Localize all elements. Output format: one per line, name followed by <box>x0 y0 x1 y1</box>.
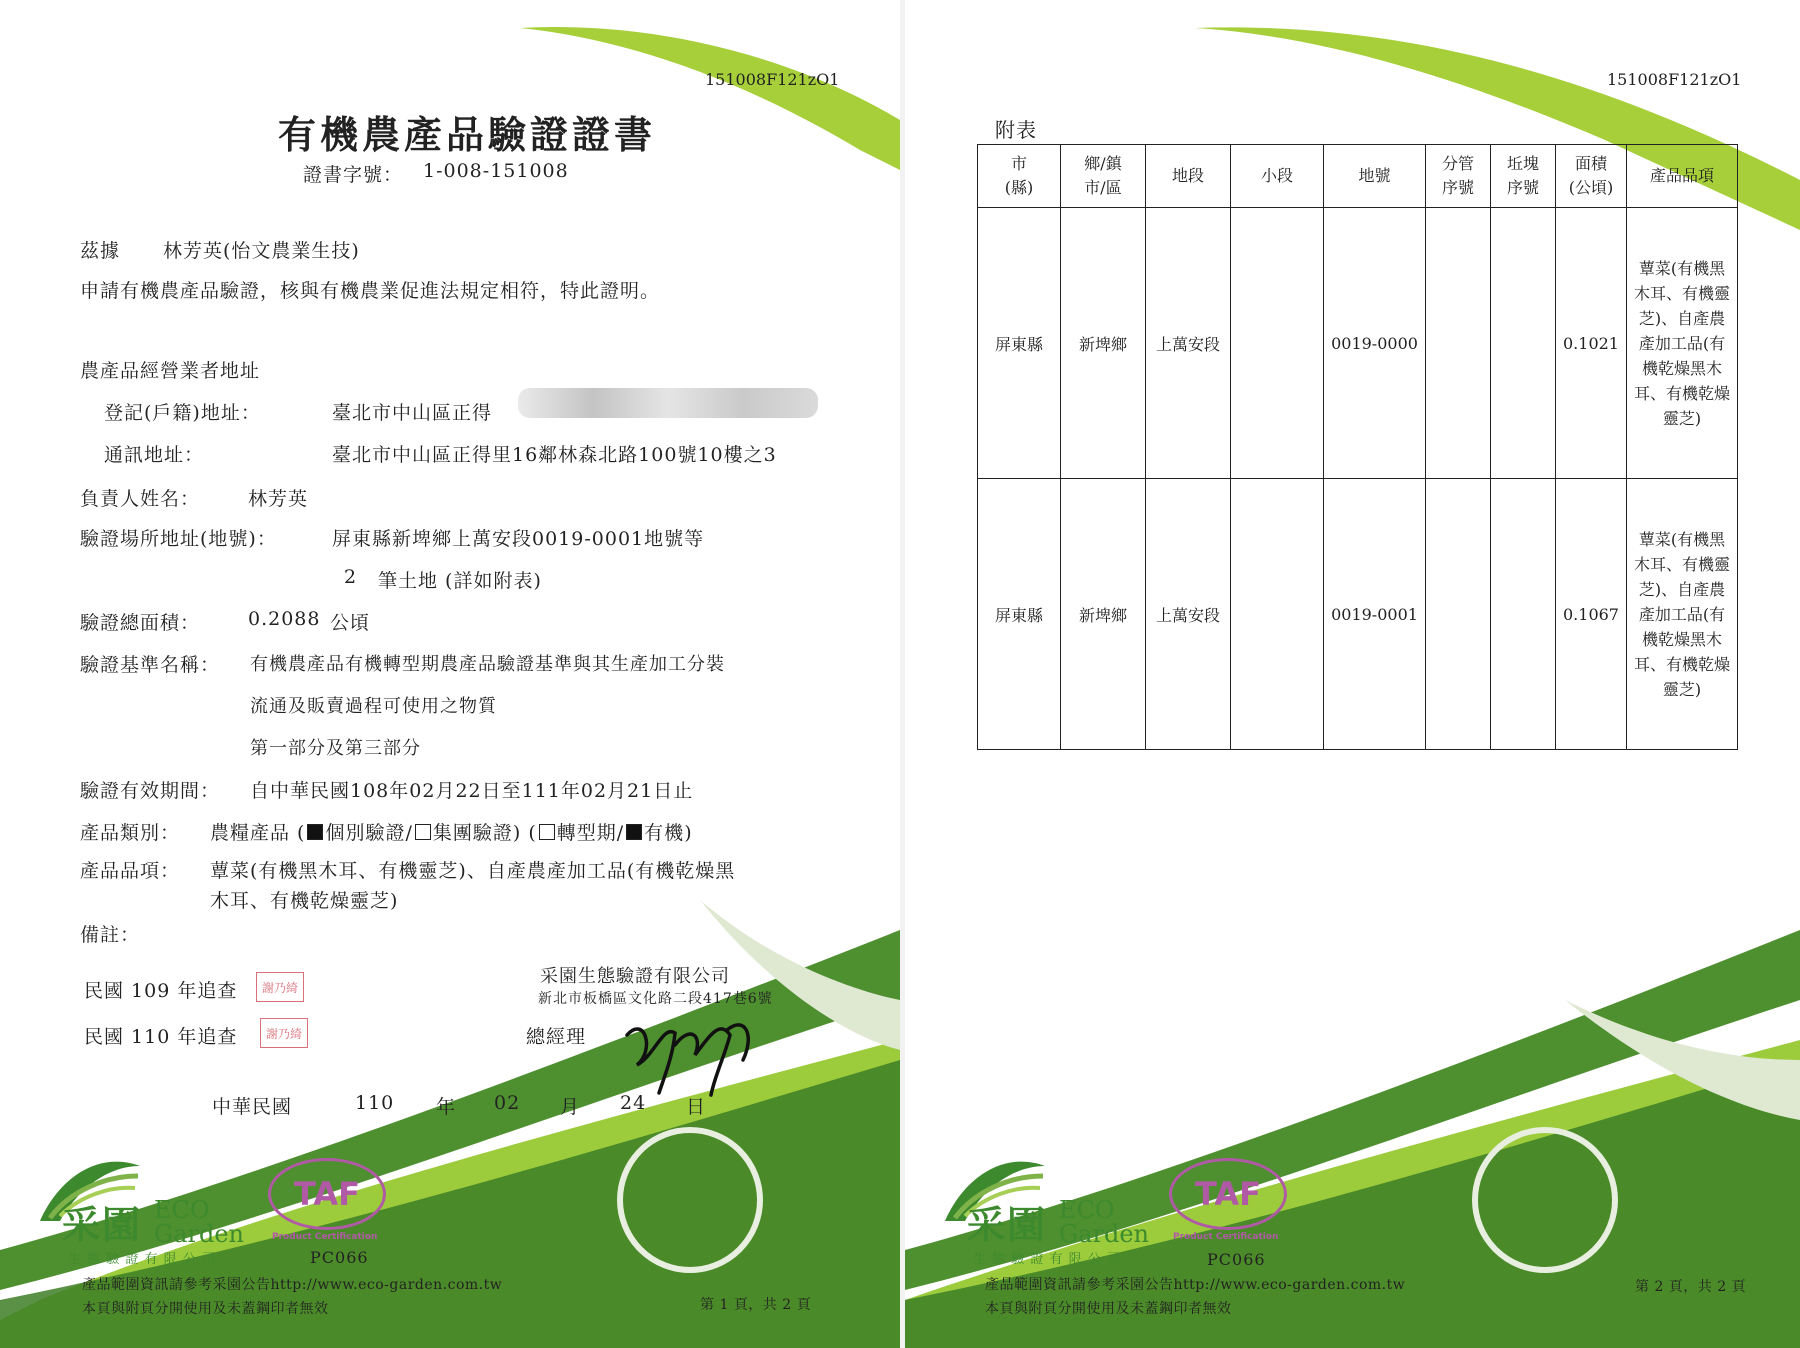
standard-label: 驗證基準名稱： <box>80 654 221 676</box>
cell-subsection <box>1231 479 1324 750</box>
brand-logo-text: 采園 <box>967 1202 1048 1247</box>
header-city-text: 市 (縣) <box>1004 154 1034 197</box>
cert-number: 1-008-151008 <box>423 160 569 182</box>
organic-checkbox <box>626 824 642 840</box>
header-area <box>1556 145 1627 208</box>
header-section: 地段 <box>1146 145 1231 208</box>
certification-statement: 申請有機農產品驗證，核與有機農業促進法規定相符，特此證明。 <box>80 280 661 302</box>
cell-section: 上萬安段 <box>1146 479 1231 750</box>
header-subsection: 小段 <box>1231 145 1324 208</box>
header-plot-no <box>1491 145 1556 208</box>
taf-logo: TAF <box>268 1158 386 1230</box>
transition-checkbox <box>539 824 555 840</box>
date-day-label: 日 <box>686 1096 707 1118</box>
document-code: 151008F121zO1 <box>1607 70 1742 89</box>
brand-subtitle: 生 態 驗 證 有 限 公 司 <box>68 1252 216 1267</box>
gm-signature <box>615 1005 765 1100</box>
footer-notice-2: 本頁與附頁分開使用及未蓋鋼印者無效 <box>985 1301 1232 1317</box>
items-line-1: 蕈菜(有機黑木耳、有機靈芝)、自產農產加工品(有機乾燥黑 <box>210 860 736 882</box>
inspector-stamp-109: 謝乃綺 <box>256 972 304 1002</box>
header-products: 產品品項 <box>1627 145 1738 208</box>
person-name: 林芳英 <box>248 488 309 510</box>
appendix-title: 附表 <box>995 118 1037 142</box>
registered-address: 臺北市中山區正得 <box>332 402 493 424</box>
cell-city: 屏東縣 <box>978 479 1061 750</box>
date-year-label: 年 <box>436 1096 457 1118</box>
organic-label: 有機 <box>644 822 685 844</box>
land-table <box>977 144 1738 750</box>
individual-checkbox <box>307 824 323 840</box>
taf-logo: TAF <box>1169 1158 1287 1230</box>
followup-109: 民國 109 年追查 <box>84 980 238 1002</box>
items-line-2: 木耳、有機乾燥靈芝) <box>210 890 399 912</box>
hereby-label: 茲據 <box>80 240 121 262</box>
person-label: 負責人姓名： <box>80 488 201 510</box>
footer-notice-1: 產品範圍資訊請參考采園公告http://www.eco-garden.com.tw <box>82 1277 503 1293</box>
header-management-no <box>1426 145 1491 208</box>
certificate-title: 有機農產品驗證證書 <box>278 112 657 157</box>
site-label: 驗證場所地址(地號)： <box>80 528 277 550</box>
certificate-page-2 <box>905 0 1800 1348</box>
date-year: 110 <box>355 1092 395 1114</box>
standard-line-3: 第一部分及第三部分 <box>250 738 421 759</box>
site-count: 2 <box>344 566 358 588</box>
brand-subtitle: 生 態 驗 證 有 限 公 司 <box>973 1252 1121 1267</box>
followup-110: 民國 110 年追查 <box>84 1026 238 1048</box>
cell-township: 新埤鄉 <box>1061 208 1146 479</box>
transition-label: 轉型期/ <box>556 822 625 844</box>
brand-eco-text: ECO <box>1059 1196 1115 1224</box>
pc-code: PC066 <box>1207 1250 1266 1269</box>
cell-products: 蕈菜(有機黑木耳、有機靈芝)、自產農產加工品(有機乾燥黑木耳、有機乾燥靈芝) <box>1627 208 1738 479</box>
cell-products: 蕈菜(有機黑木耳、有機靈芝)、自產農產加工品(有機乾燥黑木耳、有機乾燥靈芝) <box>1627 479 1738 750</box>
table-row <box>978 479 1738 750</box>
inspector-stamp-110: 謝乃綺 <box>260 1018 308 1048</box>
date-month-label: 月 <box>560 1096 581 1118</box>
table-header-row <box>978 145 1738 208</box>
category-row: 農糧產品 ( 個別驗證/ 集團驗證) ( 轉型期/ 有機) <box>210 822 693 844</box>
header-city <box>978 145 1061 208</box>
address-section-heading: 農產品經營業者地址 <box>80 360 261 382</box>
category-label: 產品類別： <box>80 822 181 844</box>
header-township <box>1061 145 1146 208</box>
header-township-text: 鄉/鎮 市/區 <box>1084 154 1122 197</box>
date-day: 24 <box>620 1092 647 1114</box>
cell-township: 新埤鄉 <box>1061 479 1146 750</box>
cell-city: 屏東縣 <box>978 208 1061 479</box>
header-lot-number: 地號 <box>1324 145 1426 208</box>
standard-line-1: 有機農產品有機轉型期農產品驗證基準與其生產加工分裝 <box>250 654 725 675</box>
group-label: 集團驗證 <box>432 822 513 844</box>
company-name: 采園生態驗證有限公司 <box>540 966 730 987</box>
registered-address-label: 登記(戶籍)地址： <box>104 402 261 424</box>
total-area: 0.2088 <box>248 608 321 630</box>
validity-label: 驗證有效期間： <box>80 780 221 802</box>
area-unit: 公頃 <box>330 612 371 634</box>
standard-line-2: 流通及販賣過程可使用之物質 <box>250 696 497 717</box>
mailing-address-label: 通訊地址： <box>104 444 205 466</box>
cell-subsection <box>1231 208 1324 479</box>
brand-garden-text: Garden <box>154 1220 244 1248</box>
cell-area: 0.1067 <box>1556 479 1627 750</box>
brand-garden-text: Garden <box>1059 1220 1149 1248</box>
date-prefix: 中華民國 <box>212 1096 293 1118</box>
page-number: 第 1 頁，共 2 頁 <box>700 1297 812 1313</box>
header-management-no-text: 分管 序號 <box>1441 154 1474 197</box>
gm-label: 總經理 <box>526 1026 587 1048</box>
header-area-text: 面積 (公頃) <box>1568 154 1614 197</box>
remarks-label: 備註： <box>80 924 141 946</box>
individual-label: 個別驗證/ <box>325 822 413 844</box>
table-row <box>978 208 1738 479</box>
items-label: 產品品項： <box>80 860 181 882</box>
brand-eco-text: ECO <box>154 1196 210 1224</box>
site-address: 屏東縣新埤鄉上萬安段0019-0001地號等 <box>332 528 705 550</box>
footer-notice-2: 本頁與附頁分開使用及未蓋鋼印者無效 <box>82 1301 329 1317</box>
cell-plot-no <box>1491 479 1556 750</box>
cell-lot-number: 0019-0001 <box>1324 479 1426 750</box>
applicant-name: 林芳英(怡文農業生技) <box>163 240 360 262</box>
page-number: 第 2 頁，共 2 頁 <box>1635 1279 1747 1295</box>
header-plot-no-text: 坵塊 序號 <box>1506 154 1539 197</box>
cell-management-no <box>1426 208 1491 479</box>
cell-lot-number: 0019-0000 <box>1324 208 1426 479</box>
site-count-suffix: 筆土地 (詳如附表) <box>378 570 542 592</box>
cell-plot-no <box>1491 208 1556 479</box>
document-code: 151008F121zO1 <box>705 70 840 89</box>
area-label: 驗證總面積： <box>80 612 201 634</box>
brand-logo-text: 采園 <box>62 1202 143 1247</box>
mailing-address: 臺北市中山區正得里16鄰林森北路100號10樓之3 <box>332 444 777 466</box>
footer-notice-1: 產品範圍資訊請參考采園公告http://www.eco-garden.com.tw <box>985 1277 1406 1293</box>
cell-area: 0.1021 <box>1556 208 1627 479</box>
company-address: 新北市板橋區文化路二段417巷6號 <box>538 991 773 1007</box>
category-name: 農糧產品 <box>210 822 291 844</box>
pc-code: PC066 <box>310 1248 369 1267</box>
cert-number-label: 證書字號： <box>303 164 404 186</box>
redacted-blur <box>518 388 818 418</box>
cell-management-no <box>1426 479 1491 750</box>
validity-period: 自中華民國108年02月22日至111年02月21日止 <box>250 780 694 802</box>
group-checkbox <box>415 824 431 840</box>
product-certification-text: Product Certification <box>272 1232 378 1242</box>
date-month: 02 <box>494 1092 521 1114</box>
product-certification-text: Product Certification <box>1173 1232 1279 1242</box>
cell-section: 上萬安段 <box>1146 208 1231 479</box>
